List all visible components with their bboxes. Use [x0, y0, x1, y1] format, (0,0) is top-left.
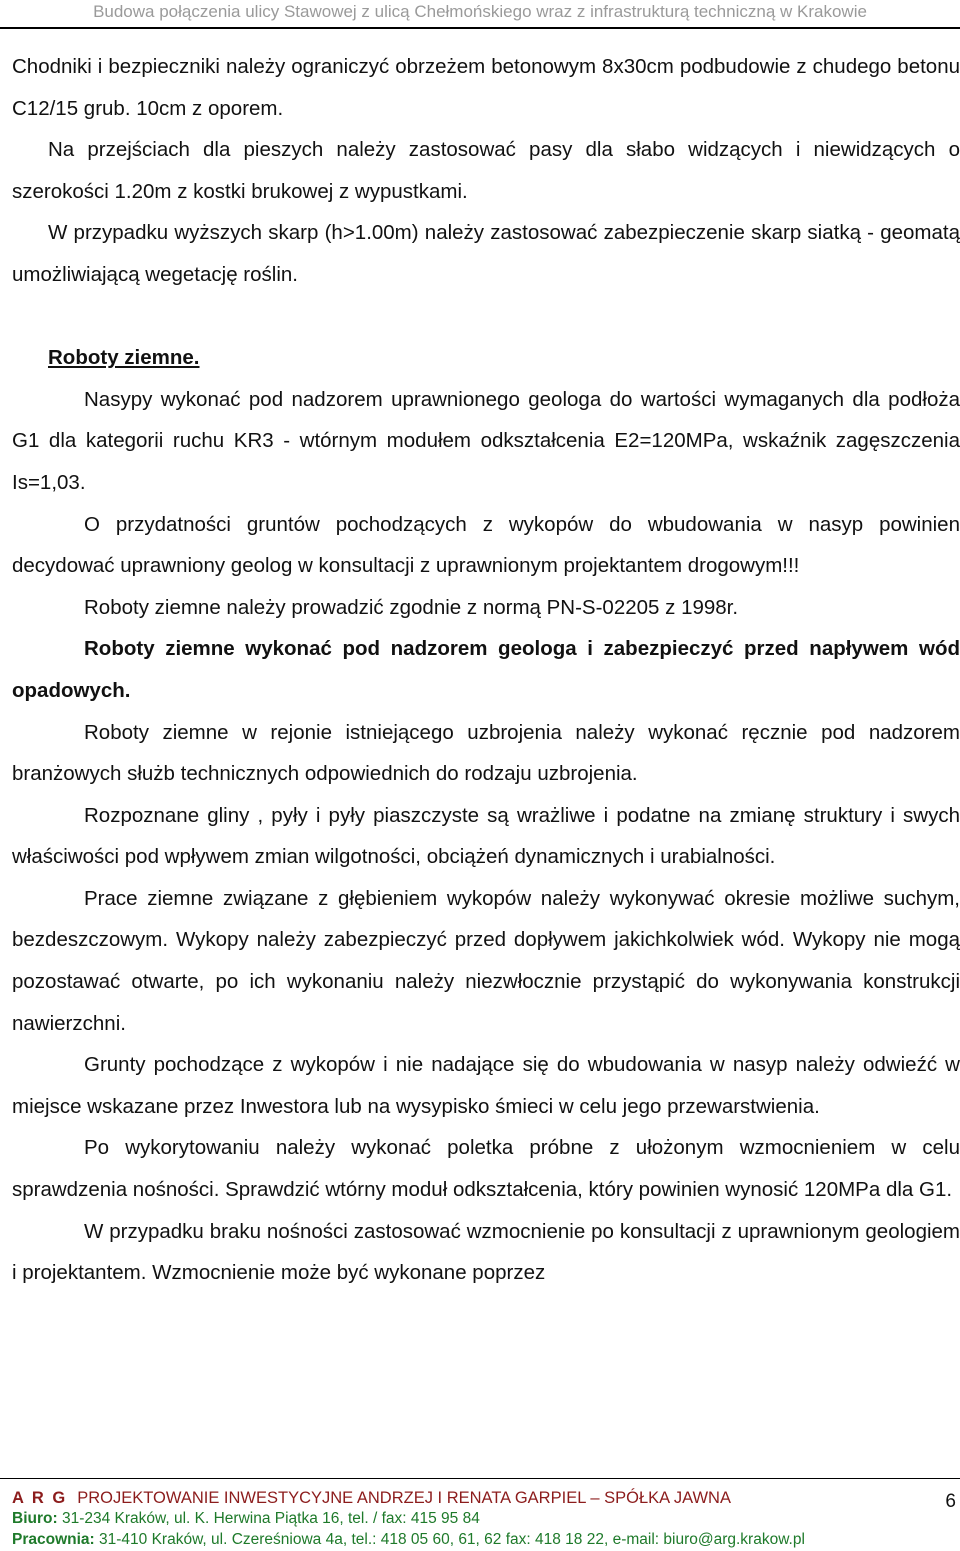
paragraph-slopes: W przypadku wyższych skarp (h>1.00m) należy zastosować zabezpieczenie skarp siatką - geomatą umożliwiającą wegetację roślin. — [12, 221, 960, 286]
company-logo-text: A R G — [12, 1489, 68, 1507]
paragraph-clay-silt: Rozpoznane gliny , pyły i pyły piaszczyste są wrażliwe i podatne na zmianę struktury i swych właściwości pod wpływem zmian wilgotności, obciążeń dynamicznych i urabialności. — [12, 803, 960, 869]
footer-studio-line — [12, 1530, 952, 1550]
office-address: 31-234 Kraków, ul. K. Herwina Piątka 16, tel. / fax: 415 95 84 — [61, 1510, 480, 1527]
paragraph-reinforcement: W przypadku braku nośności zastosować wzmocnienie po konsultacji z uprawnionym geologiem i projektantem. Wzmocnienie może być wykonane poprzez — [12, 1219, 960, 1285]
paragraph-soil-suitability: O przydatności gruntów pochodzących z wykopów do wbudowania w nasyp powinien decydować uprawniony geolog w konsultacji z uprawnionym projektantem drogowym!!! — [12, 512, 960, 578]
footer-rule — [0, 1478, 960, 1479]
studio-address: 31-410 Kraków, ul. Czereśniowa 4a, tel.: 418 05 60, 61, 62 fax: 418 18 22, e-mail: biuro@arg.krakow.pl — [99, 1531, 805, 1548]
footer-company-line — [12, 1488, 912, 1508]
paragraph-geologist-supervision: Roboty ziemne wykonać pod nadzorem geologa i zabezpieczyć przed napływem wód opadowych. — [12, 637, 960, 702]
paragraph-embankments: Nasypy wykonać pod nadzorem uprawnionego geologa do wartości wymaganych dla podłoża G1 dla kategorii ruchu KR3 - wtórnym modułem odkształcenia E2=120MPa, wskaźnik zagęszczenia Is=1,03. — [12, 387, 960, 494]
section-spacer — [12, 296, 960, 338]
page-content — [12, 46, 960, 1294]
header-rule — [0, 27, 960, 29]
paragraph-standard: Roboty ziemne należy prowadzić zgodnie z normą PN-S-02205 z 1998r. — [84, 595, 739, 619]
paragraph-test-fields: Po wykorytowaniu należy wykonać poletka próbne z ułożonym wzmocnieniem w celu sprawdzenia nośności. Sprawdzić wtórny moduł odkształcenia, który powinien wynosić 120MPa dla G1. — [12, 1136, 960, 1202]
page-footer — [0, 1478, 960, 1551]
section-heading: Roboty ziemne. — [48, 346, 200, 370]
paragraph-curbs: Chodniki i bezpieczniki należy ograniczyć obrzeżem betonowym 8x30cm podbudowie z chudego betonu C12/15 grub. 10cm z oporem. — [12, 55, 960, 120]
footer-office-line — [12, 1509, 952, 1529]
paragraph-excavation-works: Prace ziemne związane z głębieniem wykopów należy wykonywać okresie możliwe suchym, bezdeszczowym. Wykopy należy zabezpieczyć przed dopływem jakichkolwiek wód. Wykopy nie mogą pozostawać otwarte, po ich wykonaniu należy niezwłocznie przystąpić do wykonywania konstrukcji nawierzchni. — [12, 886, 960, 1035]
page-number: 6 — [945, 1491, 956, 1512]
paragraph-unsuitable-soil: Grunty pochodzące z wykopów i nie nadające się do wbudowania w nasyp należy odwieźć w miejsce wskazane przez Inwestora lub na wysypisko śmieci w celu jego przewarstwienia. — [12, 1053, 960, 1118]
paragraph-crossings: Na przejściach dla pieszych należy zastosować pasy dla słabo widzących i niewidzących o szerokości 1.20m z kostki brukowej z wypustkami. — [12, 138, 960, 203]
paragraph-utilities: Roboty ziemne w rejonie istniejącego uzbrojenia należy wykonać ręcznie pod nadzorem branżowych służb technicznych odpowiednich do rodzaju uzbrojenia. — [12, 720, 960, 786]
office-label: Biuro: — [12, 1510, 58, 1527]
studio-label: Pracownia: — [12, 1531, 95, 1548]
company-name: PROJEKTOWANIE INWESTYCYJNE ANDRZEJ I RENATA GARPIEL – SPÓŁKA JAWNA — [77, 1489, 731, 1507]
running-header: Budowa połączenia ulicy Stawowej z ulicą Chełmońskiego wraz z infrastrukturą techniczną w Krakowie — [93, 2, 867, 21]
